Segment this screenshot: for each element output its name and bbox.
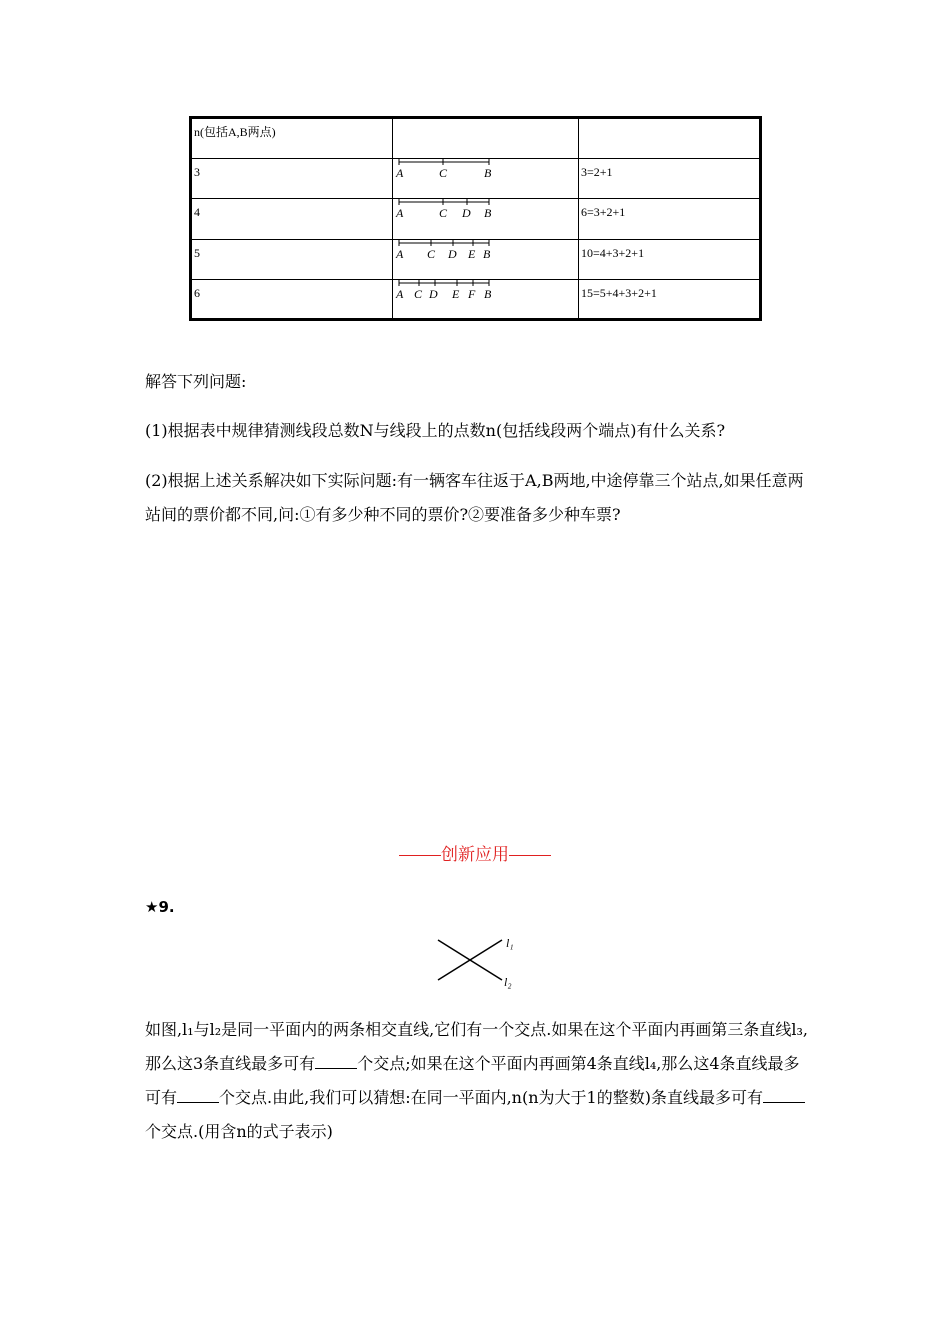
table-header-cell [393, 118, 579, 159]
point-label: C [414, 286, 423, 301]
point-label: B [484, 166, 492, 181]
table-cell-formula: 15=5+4+3+2+1 [579, 279, 761, 319]
segment-diagram [393, 280, 578, 318]
point-label: E [452, 286, 460, 301]
point-label: A [396, 166, 404, 181]
point-label: D [448, 246, 457, 261]
table-cell-formula: 10=4+3+2+1 [579, 239, 761, 279]
point-label: A [396, 206, 404, 221]
point-label: B [484, 206, 492, 221]
answer-blank-2[interactable] [177, 1084, 219, 1103]
point-label: C [427, 246, 436, 261]
point-label: A [396, 246, 404, 261]
table-row [191, 199, 761, 239]
divider [509, 855, 551, 856]
problem-text: 如图,l₁与l₂是同一平面内的两条相交直线,它们有一个交点.如果在这个平面内再画第三条直线l₃,那么这3条直线最多可有 个交点;如果在这个平面内再画第4条直线l₄,那么这4条直线最多可有 个交点.由此,我们可以猜想:在同一平面内,n(n为大于1的整数)条直线最多可有个交点.(用含n的式子表示) [145, 1020, 808, 1141]
table-header-row [191, 118, 761, 159]
table-cell-formula: 3=2+1 [579, 159, 761, 199]
point-label: E [468, 246, 476, 261]
point-label: B [484, 286, 492, 301]
segment-count-table [189, 116, 762, 321]
point-label: D [462, 206, 471, 221]
answer-blank-3[interactable] [763, 1084, 805, 1103]
table-header-cell [579, 118, 761, 159]
point-label: F [468, 286, 476, 301]
table-cell-n: 3 [191, 159, 393, 199]
table-row [191, 159, 761, 199]
section-title: 创新应用 [0, 840, 950, 865]
table-cell-diagram [393, 159, 579, 199]
table-cell-diagram [393, 199, 579, 239]
problem-number: ★9. [145, 898, 175, 916]
point-label: D [429, 286, 438, 301]
point-label: A [396, 286, 404, 301]
segment-diagram [393, 159, 578, 197]
line-label-l2: l₂ [504, 975, 512, 989]
table-header-cell: n(包括A,B两点) [191, 118, 393, 159]
table-cell-diagram [393, 239, 579, 279]
table-cell-n: 6 [191, 279, 393, 319]
table-cell-n: 5 [191, 239, 393, 279]
questions-intro: 解答下列问题: [145, 372, 247, 391]
answer-blank-1[interactable] [315, 1050, 357, 1069]
point-label: B [483, 246, 491, 261]
question-2: (2)根据上述关系解决如下实际问题:有一辆客车往返于A,B两地,中途停靠三个站点,如果任意两站间的票价都不同,问:①有多少种不同的票价?②要准备多少种车票? [145, 471, 804, 524]
table-cell-n: 4 [191, 199, 393, 239]
intersecting-lines-figure [430, 932, 520, 992]
table-cell-formula: 6=3+2+1 [579, 199, 761, 239]
segment-diagram [393, 199, 578, 237]
question-1: (1)根据表中规律猜测线段总数N与线段上的点数n(包括线段两个端点)有什么关系? [145, 421, 726, 440]
divider [399, 855, 441, 856]
segment-diagram [393, 240, 578, 278]
table-row [191, 239, 761, 279]
point-label: C [439, 206, 448, 221]
table-row [191, 279, 761, 319]
table-cell-diagram [393, 279, 579, 319]
line-label-l1: l₁ [506, 936, 514, 950]
point-label: C [439, 166, 448, 181]
